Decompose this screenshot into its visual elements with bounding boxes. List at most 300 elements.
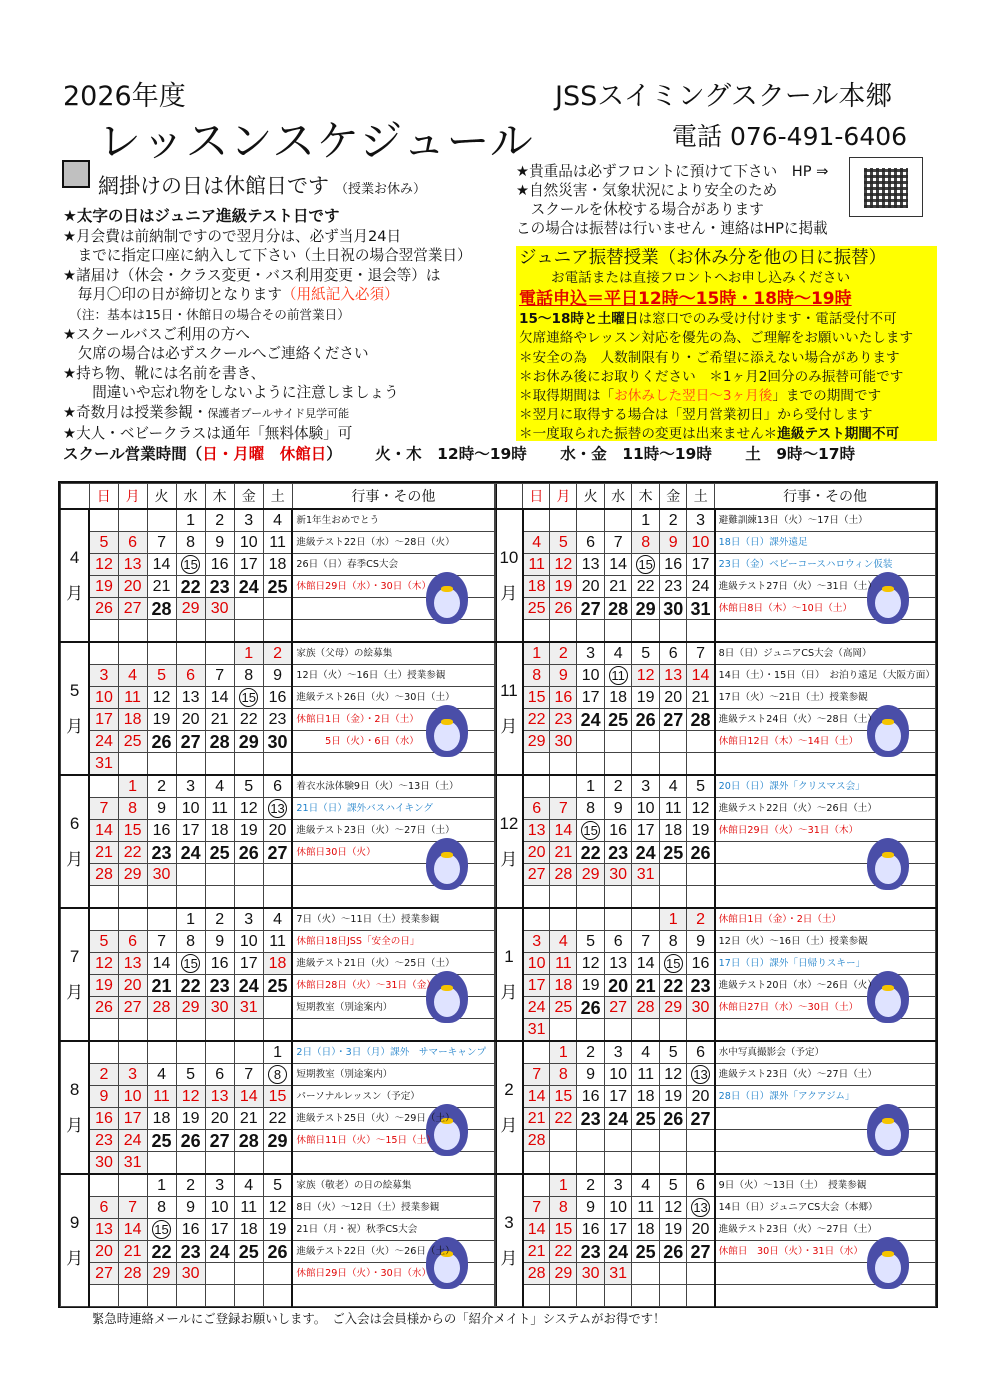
day-cell[interactable]: 2 (550, 642, 577, 665)
day-cell[interactable]: 3 (118, 1064, 147, 1086)
day-cell[interactable]: 17 (89, 709, 118, 731)
day-cell[interactable]: 30 (550, 731, 577, 753)
day-cell[interactable]: 18 (632, 1219, 660, 1241)
day-cell[interactable]: 28 (147, 997, 176, 1019)
day-cell[interactable]: 6 (118, 931, 147, 953)
day-cell[interactable]: 27 (604, 997, 632, 1019)
day-cell[interactable]: 17 (577, 687, 605, 709)
day-cell[interactable]: 29 (659, 997, 687, 1019)
day-cell[interactable]: 5 (147, 665, 176, 687)
day-cell[interactable]: 19 (89, 975, 118, 997)
day-cell[interactable]: 8 (118, 798, 147, 820)
day-cell[interactable]: 10 (604, 1064, 632, 1086)
day-cell[interactable]: 6 (176, 665, 205, 687)
day-cell[interactable]: 15 (550, 1086, 577, 1108)
day-cell[interactable]: 2 (604, 775, 632, 798)
day-cell[interactable]: 5 (659, 1174, 687, 1197)
day-cell[interactable]: 28 (89, 864, 118, 886)
day-cell[interactable]: 21 (205, 709, 234, 731)
day-cell[interactable]: 3 (205, 1174, 234, 1197)
day-cell[interactable]: 28 (118, 1263, 147, 1285)
day-cell[interactable]: 9 (659, 532, 687, 554)
day-cell[interactable]: 27 (205, 1130, 234, 1152)
day-cell[interactable]: 20 (118, 576, 147, 598)
day-cell[interactable]: 18 (263, 554, 292, 576)
day-cell[interactable] (687, 1197, 715, 1219)
day-cell[interactable]: 14 (205, 687, 234, 709)
day-cell[interactable]: 11 (523, 554, 550, 576)
day-cell[interactable] (234, 687, 263, 709)
day-cell[interactable]: 30 (687, 997, 715, 1019)
day-cell[interactable]: 22 (176, 576, 205, 598)
day-cell[interactable]: 8 (234, 665, 263, 687)
day-cell[interactable] (263, 1064, 292, 1086)
day-cell[interactable]: 1 (659, 908, 687, 931)
day-cell[interactable]: 30 (263, 731, 292, 753)
day-cell[interactable]: 27 (118, 598, 147, 620)
day-cell[interactable]: 2 (89, 1064, 118, 1086)
day-cell[interactable]: 27 (176, 731, 205, 753)
day-cell[interactable]: 7 (523, 1197, 550, 1219)
day-cell[interactable]: 8 (659, 931, 687, 953)
day-cell[interactable]: 26 (687, 842, 715, 864)
day-cell[interactable]: 7 (234, 1064, 263, 1086)
day-cell[interactable]: 18 (205, 820, 234, 842)
day-cell[interactable]: 23 (205, 975, 234, 997)
day-cell[interactable]: 10 (118, 1086, 147, 1108)
day-cell[interactable]: 6 (687, 1041, 715, 1064)
day-cell[interactable]: 20 (687, 1219, 715, 1241)
day-cell[interactable]: 11 (632, 1197, 660, 1219)
day-cell[interactable]: 23 (205, 576, 234, 598)
day-cell[interactable]: 21 (550, 842, 577, 864)
day-cell[interactable]: 28 (523, 1130, 550, 1152)
day-cell[interactable]: 13 (577, 554, 605, 576)
day-cell[interactable]: 3 (604, 1174, 632, 1197)
day-cell[interactable]: 19 (659, 1219, 687, 1241)
day-cell[interactable]: 31 (604, 1263, 632, 1285)
day-cell[interactable]: 12 (176, 1086, 205, 1108)
day-cell[interactable]: 10 (205, 1197, 234, 1219)
day-cell[interactable]: 5 (687, 775, 715, 798)
day-cell[interactable]: 11 (205, 798, 234, 820)
day-cell[interactable]: 5 (577, 931, 605, 953)
day-cell[interactable]: 18 (632, 1086, 660, 1108)
day-cell[interactable]: 8 (550, 1197, 577, 1219)
day-cell[interactable]: 9 (687, 931, 715, 953)
day-cell[interactable]: 23 (687, 975, 715, 997)
day-cell[interactable]: 2 (205, 509, 234, 532)
day-cell[interactable]: 27 (687, 1108, 715, 1130)
day-cell[interactable]: 13 (118, 953, 147, 975)
day-cell[interactable]: 24 (632, 842, 660, 864)
day-cell[interactable]: 6 (577, 532, 605, 554)
day-cell[interactable]: 11 (632, 1064, 660, 1086)
day-cell[interactable]: 27 (89, 1263, 118, 1285)
day-cell[interactable] (176, 953, 205, 975)
day-cell[interactable]: 9 (205, 931, 234, 953)
day-cell[interactable]: 10 (577, 665, 605, 687)
day-cell[interactable]: 19 (632, 687, 660, 709)
day-cell[interactable] (263, 798, 292, 820)
day-cell[interactable]: 17 (604, 1086, 632, 1108)
day-cell[interactable]: 9 (577, 1197, 605, 1219)
day-cell[interactable]: 24 (604, 1108, 632, 1130)
day-cell[interactable]: 17 (118, 1108, 147, 1130)
day-cell[interactable]: 19 (550, 576, 577, 598)
day-cell[interactable]: 18 (659, 820, 687, 842)
day-cell[interactable]: 16 (89, 1108, 118, 1130)
day-cell[interactable] (176, 554, 205, 576)
day-cell[interactable]: 10 (234, 532, 263, 554)
day-cell[interactable]: 12 (659, 1064, 687, 1086)
day-cell[interactable]: 30 (205, 997, 234, 1019)
day-cell[interactable]: 22 (263, 1108, 292, 1130)
day-cell[interactable]: 30 (89, 1152, 118, 1175)
day-cell[interactable]: 10 (89, 687, 118, 709)
day-cell[interactable]: 4 (118, 665, 147, 687)
day-cell[interactable]: 24 (205, 1241, 234, 1263)
day-cell[interactable]: 5 (89, 532, 118, 554)
day-cell[interactable]: 23 (577, 1108, 605, 1130)
day-cell[interactable]: 8 (147, 1197, 176, 1219)
day-cell[interactable]: 9 (89, 1086, 118, 1108)
day-cell[interactable]: 22 (147, 1241, 176, 1263)
day-cell[interactable]: 18 (234, 1219, 263, 1241)
day-cell[interactable]: 30 (147, 864, 176, 886)
day-cell[interactable]: 29 (176, 598, 205, 620)
day-cell[interactable]: 3 (604, 1041, 632, 1064)
day-cell[interactable]: 12 (687, 798, 715, 820)
day-cell[interactable]: 7 (89, 798, 118, 820)
day-cell[interactable]: 1 (550, 1041, 577, 1064)
day-cell[interactable]: 5 (632, 642, 660, 665)
day-cell[interactable]: 27 (523, 864, 550, 886)
day-cell[interactable]: 16 (577, 1086, 605, 1108)
day-cell[interactable]: 7 (550, 798, 577, 820)
day-cell[interactable] (659, 953, 687, 975)
day-cell[interactable]: 14 (523, 1086, 550, 1108)
day-cell[interactable]: 23 (577, 1241, 605, 1263)
day-cell[interactable]: 6 (118, 532, 147, 554)
day-cell[interactable]: 25 (118, 731, 147, 753)
day-cell[interactable]: 30 (659, 598, 687, 620)
day-cell[interactable]: 12 (234, 798, 263, 820)
day-cell[interactable]: 4 (632, 1174, 660, 1197)
day-cell[interactable]: 6 (604, 931, 632, 953)
day-cell[interactable]: 20 (118, 975, 147, 997)
day-cell[interactable]: 4 (205, 775, 234, 798)
day-cell[interactable]: 2 (687, 908, 715, 931)
day-cell[interactable]: 21 (632, 975, 660, 997)
day-cell[interactable]: 30 (176, 1263, 205, 1285)
day-cell[interactable]: 20 (577, 576, 605, 598)
day-cell[interactable]: 7 (523, 1064, 550, 1086)
day-cell[interactable]: 25 (632, 1241, 660, 1263)
day-cell[interactable]: 22 (632, 576, 660, 598)
day-cell[interactable]: 10 (604, 1197, 632, 1219)
day-cell[interactable]: 14 (632, 953, 660, 975)
day-cell[interactable]: 24 (577, 709, 605, 731)
day-cell[interactable]: 4 (523, 532, 550, 554)
day-cell[interactable]: 11 (659, 798, 687, 820)
day-cell[interactable]: 17 (234, 554, 263, 576)
day-cell[interactable]: 28 (523, 1263, 550, 1285)
day-cell[interactable]: 5 (659, 1041, 687, 1064)
day-cell[interactable]: 14 (89, 820, 118, 842)
day-cell[interactable]: 19 (89, 576, 118, 598)
day-cell[interactable]: 20 (523, 842, 550, 864)
day-cell[interactable]: 24 (523, 997, 550, 1019)
day-cell[interactable]: 20 (687, 1086, 715, 1108)
day-cell[interactable]: 29 (550, 1263, 577, 1285)
day-cell[interactable]: 24 (89, 731, 118, 753)
day-cell[interactable]: 6 (659, 642, 687, 665)
day-cell[interactable]: 18 (263, 953, 292, 975)
day-cell[interactable]: 4 (263, 908, 292, 931)
day-cell[interactable]: 1 (577, 775, 605, 798)
day-cell[interactable]: 30 (205, 598, 234, 620)
day-cell[interactable]: 31 (523, 1019, 550, 1042)
day-cell[interactable]: 23 (550, 709, 577, 731)
day-cell[interactable]: 21 (523, 1108, 550, 1130)
day-cell[interactable]: 9 (263, 665, 292, 687)
day-cell[interactable]: 12 (89, 554, 118, 576)
day-cell[interactable]: 31 (234, 997, 263, 1019)
day-cell[interactable]: 4 (147, 1064, 176, 1086)
day-cell[interactable]: 14 (118, 1219, 147, 1241)
day-cell[interactable]: 23 (176, 1241, 205, 1263)
day-cell[interactable]: 5 (89, 931, 118, 953)
day-cell[interactable]: 2 (176, 1174, 205, 1197)
day-cell[interactable]: 5 (550, 532, 577, 554)
day-cell[interactable]: 5 (176, 1064, 205, 1086)
day-cell[interactable]: 16 (205, 953, 234, 975)
day-cell[interactable]: 13 (604, 953, 632, 975)
day-cell[interactable]: 24 (118, 1130, 147, 1152)
qr-code[interactable] (849, 157, 923, 217)
day-cell[interactable]: 6 (89, 1197, 118, 1219)
day-cell[interactable]: 15 (523, 687, 550, 709)
day-cell[interactable]: 2 (263, 642, 292, 665)
day-cell[interactable]: 23 (659, 576, 687, 598)
day-cell[interactable]: 16 (659, 554, 687, 576)
day-cell[interactable]: 25 (205, 842, 234, 864)
day-cell[interactable]: 17 (687, 554, 715, 576)
day-cell[interactable]: 4 (263, 509, 292, 532)
day-cell[interactable]: 8 (176, 532, 205, 554)
day-cell[interactable]: 18 (550, 975, 577, 997)
day-cell[interactable]: 19 (234, 820, 263, 842)
day-cell[interactable]: 1 (147, 1174, 176, 1197)
day-cell[interactable]: 27 (263, 842, 292, 864)
day-cell[interactable]: 11 (118, 687, 147, 709)
day-cell[interactable]: 7 (632, 931, 660, 953)
day-cell[interactable]: 30 (604, 864, 632, 886)
day-cell[interactable]: 14 (604, 554, 632, 576)
day-cell[interactable]: 13 (176, 687, 205, 709)
day-cell[interactable]: 4 (604, 642, 632, 665)
day-cell[interactable]: 26 (632, 709, 660, 731)
day-cell[interactable]: 25 (659, 842, 687, 864)
day-cell[interactable]: 24 (687, 576, 715, 598)
day-cell[interactable]: 13 (659, 665, 687, 687)
day-cell[interactable]: 3 (577, 642, 605, 665)
day-cell[interactable]: 20 (89, 1241, 118, 1263)
day-cell[interactable]: 27 (577, 598, 605, 620)
day-cell[interactable]: 14 (523, 1219, 550, 1241)
day-cell[interactable]: 23 (147, 842, 176, 864)
day-cell[interactable]: 8 (176, 931, 205, 953)
day-cell[interactable]: 10 (234, 931, 263, 953)
day-cell[interactable]: 28 (632, 997, 660, 1019)
day-cell[interactable]: 25 (234, 1241, 263, 1263)
day-cell[interactable]: 18 (147, 1108, 176, 1130)
day-cell[interactable]: 3 (687, 509, 715, 532)
day-cell[interactable]: 29 (176, 997, 205, 1019)
day-cell[interactable]: 19 (263, 1219, 292, 1241)
day-cell[interactable]: 6 (205, 1064, 234, 1086)
day-cell[interactable]: 20 (263, 820, 292, 842)
day-cell[interactable]: 1 (550, 1174, 577, 1197)
day-cell[interactable]: 13 (89, 1219, 118, 1241)
day-cell[interactable]: 22 (550, 1241, 577, 1263)
day-cell[interactable]: 16 (577, 1219, 605, 1241)
day-cell[interactable]: 22 (577, 842, 605, 864)
day-cell[interactable]: 17 (604, 1219, 632, 1241)
day-cell[interactable]: 20 (205, 1108, 234, 1130)
day-cell[interactable]: 6 (523, 798, 550, 820)
day-cell[interactable]: 28 (205, 731, 234, 753)
day-cell[interactable]: 21 (147, 576, 176, 598)
day-cell[interactable]: 10 (687, 532, 715, 554)
day-cell[interactable]: 7 (118, 1197, 147, 1219)
day-cell[interactable]: 27 (687, 1241, 715, 1263)
day-cell[interactable] (147, 1219, 176, 1241)
day-cell[interactable]: 15 (263, 1086, 292, 1108)
day-cell[interactable]: 29 (577, 864, 605, 886)
day-cell[interactable]: 31 (118, 1152, 147, 1175)
day-cell[interactable]: 15 (118, 820, 147, 842)
day-cell[interactable]: 9 (550, 665, 577, 687)
day-cell[interactable]: 9 (176, 1197, 205, 1219)
day-cell[interactable]: 1 (263, 1041, 292, 1064)
day-cell[interactable]: 12 (632, 665, 660, 687)
day-cell[interactable]: 24 (176, 842, 205, 864)
day-cell[interactable]: 11 (147, 1086, 176, 1108)
day-cell[interactable]: 31 (632, 864, 660, 886)
day-cell[interactable]: 18 (604, 687, 632, 709)
day-cell[interactable]: 10 (523, 953, 550, 975)
day-cell[interactable]: 12 (263, 1197, 292, 1219)
day-cell[interactable]: 21 (234, 1108, 263, 1130)
day-cell[interactable]: 31 (687, 598, 715, 620)
day-cell[interactable]: 3 (234, 509, 263, 532)
day-cell[interactable]: 19 (147, 709, 176, 731)
day-cell[interactable]: 29 (263, 1130, 292, 1152)
day-cell[interactable]: 26 (263, 1241, 292, 1263)
day-cell[interactable]: 26 (176, 1130, 205, 1152)
day-cell[interactable]: 7 (205, 665, 234, 687)
day-cell[interactable]: 22 (118, 842, 147, 864)
day-cell[interactable]: 10 (632, 798, 660, 820)
day-cell[interactable]: 25 (147, 1130, 176, 1152)
day-cell[interactable]: 12 (577, 953, 605, 975)
day-cell[interactable]: 22 (659, 975, 687, 997)
day-cell[interactable]: 25 (604, 709, 632, 731)
day-cell[interactable]: 29 (118, 864, 147, 886)
day-cell[interactable]: 17 (234, 953, 263, 975)
day-cell[interactable]: 7 (687, 642, 715, 665)
day-cell[interactable]: 3 (632, 775, 660, 798)
day-cell[interactable] (577, 820, 605, 842)
day-cell[interactable]: 24 (234, 975, 263, 997)
day-cell[interactable]: 3 (89, 665, 118, 687)
day-cell[interactable]: 26 (89, 997, 118, 1019)
day-cell[interactable]: 27 (118, 997, 147, 1019)
day-cell[interactable]: 26 (550, 598, 577, 620)
day-cell[interactable]: 16 (550, 687, 577, 709)
day-cell[interactable]: 19 (577, 975, 605, 997)
day-cell[interactable]: 28 (234, 1130, 263, 1152)
day-cell[interactable]: 25 (263, 576, 292, 598)
day-cell[interactable]: 29 (147, 1263, 176, 1285)
day-cell[interactable]: 8 (577, 798, 605, 820)
day-cell[interactable]: 21 (147, 975, 176, 997)
day-cell[interactable]: 1 (632, 509, 660, 532)
day-cell[interactable]: 17 (523, 975, 550, 997)
day-cell[interactable]: 28 (550, 864, 577, 886)
day-cell[interactable]: 11 (234, 1197, 263, 1219)
day-cell[interactable]: 4 (234, 1174, 263, 1197)
day-cell[interactable] (632, 554, 660, 576)
day-cell[interactable]: 3 (523, 931, 550, 953)
day-cell[interactable]: 26 (89, 598, 118, 620)
day-cell[interactable]: 31 (89, 753, 118, 776)
day-cell[interactable]: 25 (523, 598, 550, 620)
day-cell[interactable]: 16 (687, 953, 715, 975)
day-cell[interactable]: 3 (176, 775, 205, 798)
day-cell[interactable]: 17 (205, 1219, 234, 1241)
day-cell[interactable]: 23 (604, 842, 632, 864)
day-cell[interactable]: 29 (234, 731, 263, 753)
day-cell[interactable]: 1 (118, 775, 147, 798)
day-cell[interactable]: 20 (604, 975, 632, 997)
day-cell[interactable]: 1 (176, 908, 205, 931)
day-cell[interactable]: 25 (632, 1108, 660, 1130)
day-cell[interactable]: 6 (263, 775, 292, 798)
day-cell[interactable]: 18 (118, 709, 147, 731)
day-cell[interactable]: 26 (659, 1241, 687, 1263)
day-cell[interactable]: 21 (687, 687, 715, 709)
day-cell[interactable]: 26 (147, 731, 176, 753)
day-cell[interactable]: 27 (659, 709, 687, 731)
day-cell[interactable]: 1 (234, 642, 263, 665)
day-cell[interactable]: 5 (263, 1174, 292, 1197)
day-cell[interactable]: 10 (176, 798, 205, 820)
day-cell[interactable]: 16 (176, 1219, 205, 1241)
day-cell[interactable]: 16 (263, 687, 292, 709)
day-cell[interactable]: 21 (89, 842, 118, 864)
day-cell[interactable]: 24 (234, 576, 263, 598)
day-cell[interactable]: 4 (659, 775, 687, 798)
day-cell[interactable]: 14 (147, 554, 176, 576)
day-cell[interactable]: 1 (523, 642, 550, 665)
day-cell[interactable]: 3 (234, 908, 263, 931)
day-cell[interactable] (687, 1064, 715, 1086)
day-cell[interactable]: 24 (604, 1241, 632, 1263)
day-cell[interactable]: 9 (147, 798, 176, 820)
